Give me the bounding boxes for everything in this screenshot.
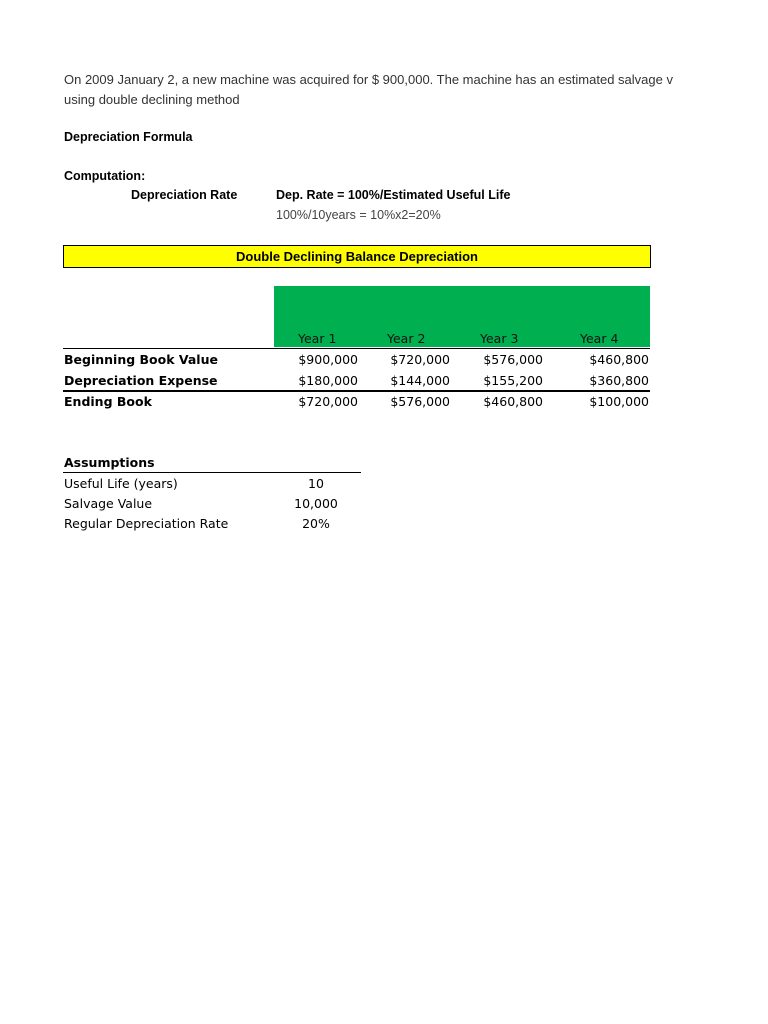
assumptions-heading: Assumptions: [64, 455, 155, 470]
assumptions-rule: [63, 472, 361, 473]
assumption-value-depreciation-rate: 20%: [302, 516, 330, 531]
table-cell: $155,200: [483, 373, 543, 388]
table-cell: $180,000: [298, 373, 358, 388]
table-subtotal-rule: [63, 390, 650, 392]
row-label-ending-book: Ending Book: [64, 394, 152, 409]
table-cell: $900,000: [298, 352, 358, 367]
assumption-value-salvage-value: 10,000: [294, 496, 338, 511]
table-cell: $100,000: [589, 394, 649, 409]
table-top-rule: [63, 348, 650, 349]
year-header-4: Year 4: [580, 331, 619, 346]
table-cell: $720,000: [390, 352, 450, 367]
table-cell: $460,800: [483, 394, 543, 409]
depreciation-rate-formula: Dep. Rate = 100%/Estimated Useful Life: [276, 188, 511, 202]
intro-line-2: using double declining method: [64, 92, 240, 107]
table-cell: $576,000: [390, 394, 450, 409]
assumption-label-useful-life: Useful Life (years): [64, 476, 178, 491]
computation-heading: Computation:: [64, 169, 146, 183]
depreciation-rate-label: Depreciation Rate: [131, 188, 238, 202]
depreciation-rate-calculation: 100%/10years = 10%x2=20%: [276, 208, 441, 222]
assumption-label-salvage-value: Salvage Value: [64, 496, 153, 511]
table-cell: $144,000: [390, 373, 450, 388]
table-cell: $360,800: [589, 373, 649, 388]
table-title-banner: Double Declining Balance Depreciation: [63, 245, 651, 268]
row-label-beginning-book-value: Beginning Book Value: [64, 352, 218, 367]
assumption-value-useful-life: 10: [308, 476, 324, 491]
table-cell: $720,000: [298, 394, 358, 409]
intro-line-1: On 2009 January 2, a new machine was acquired for $ 900,000. The machine has an estimated salvage v: [64, 72, 673, 87]
table-cell: $460,800: [589, 352, 649, 367]
year-header-3: Year 3: [480, 331, 519, 346]
table-cell: $576,000: [483, 352, 543, 367]
formula-heading: Depreciation Formula: [64, 130, 193, 144]
row-label-depreciation-expense: Depreciation Expense: [64, 373, 218, 388]
assumption-label-depreciation-rate: Regular Depreciation Rate: [64, 516, 229, 531]
year-header-1: Year 1: [298, 331, 337, 346]
year-header-2: Year 2: [387, 331, 426, 346]
